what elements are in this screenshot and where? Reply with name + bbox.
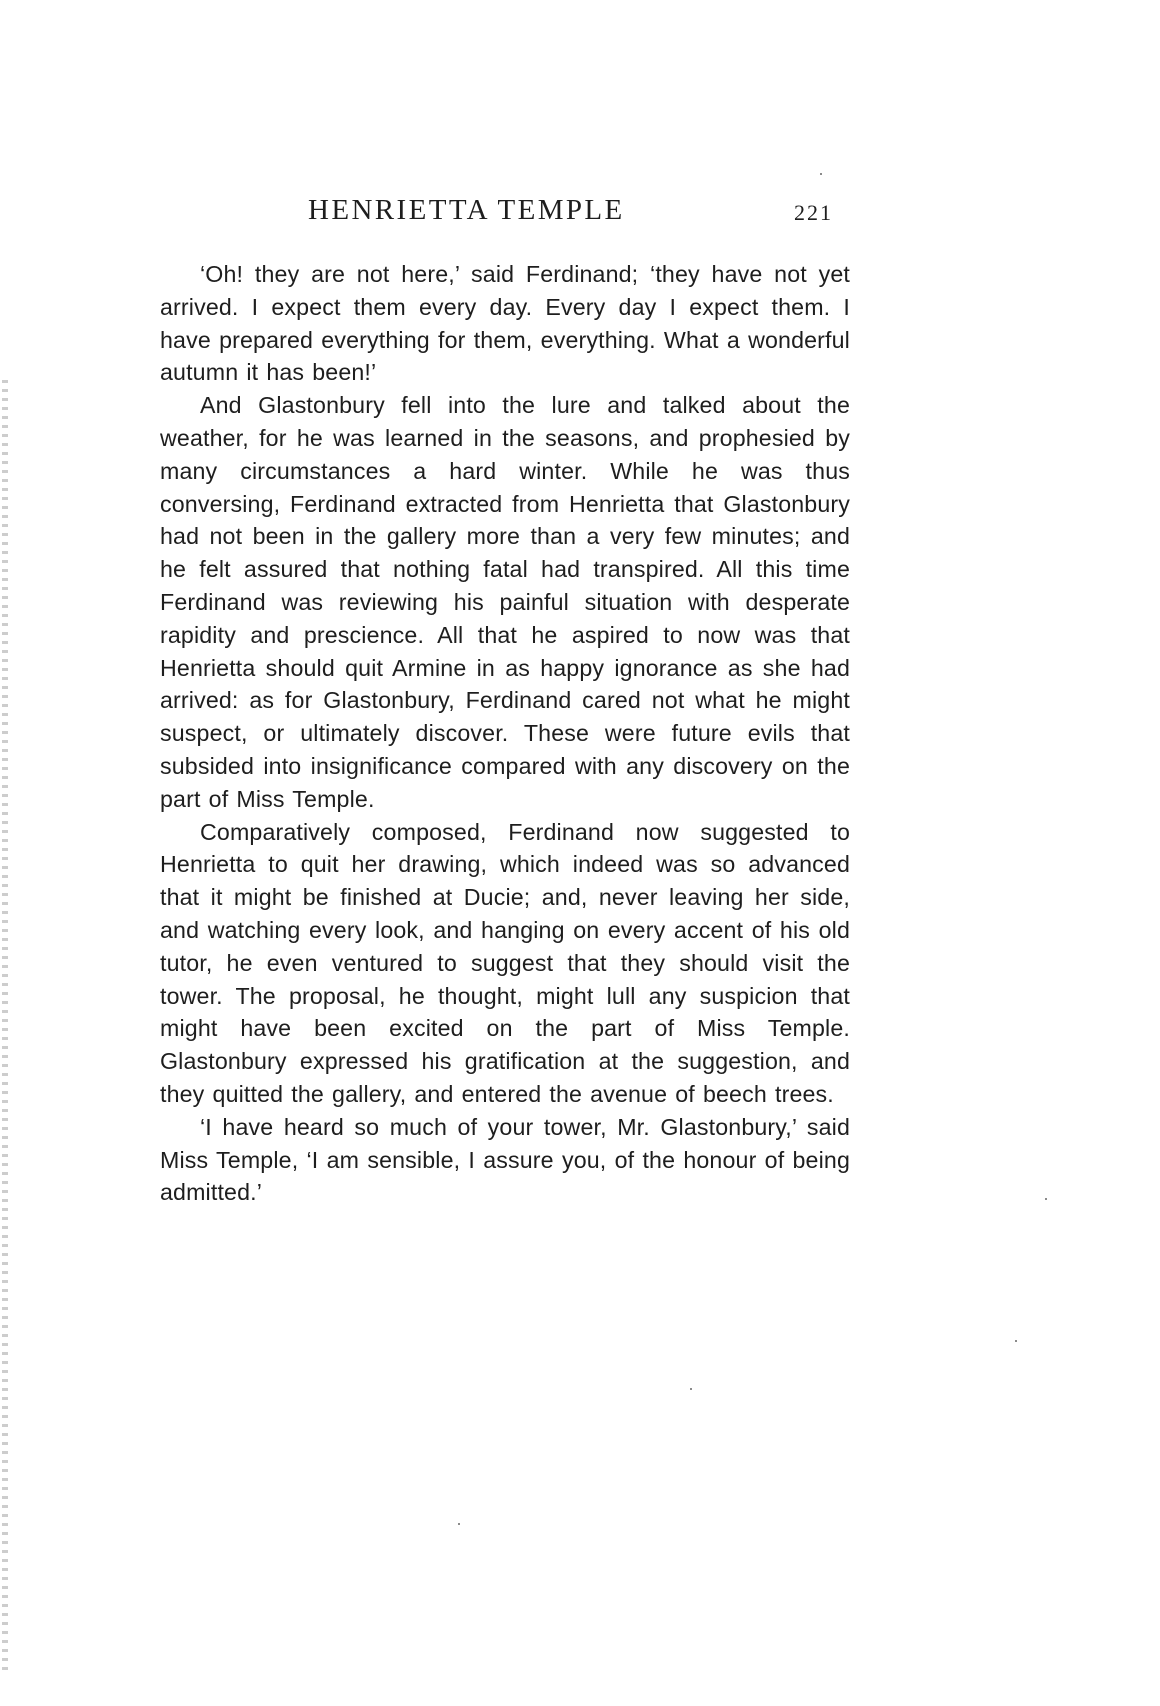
scan-speck — [690, 1388, 692, 1390]
page-number: 221 — [794, 200, 833, 225]
paragraph: And Glastonbury fell into the lure and talked about the weather, for he was learned in the seasons, and prophesied by many circumstances a hard winter. While he was thus conversing, Ferdinand extracted from Henrietta that Glastonbury had not been in the gallery more than a very few minutes; and he felt assured that nothing fatal had transpired. All this time Ferdinand was reviewing his painful situation with desperate rapidity and prescience. All that he aspired to now was that Henrietta should quit Armine in as happy ignorance as she had arrived: as for Glastonbury, Ferdinand cared not what he might suspect, or ultimately discover. These were future evils that subsided into insignificance compared with any discovery on the part of Miss Temple. — [160, 392, 850, 812]
paragraph: ‘Oh! they are not here,’ said Ferdinand; ‘they have not yet arrived. I expect them every day. Every day I expect them. I have prepared everything for them, everything. What a wonderful autumn it has been!’ — [160, 261, 850, 386]
running-title: HENRIETTA TEMPLE — [308, 194, 625, 226]
scan-speck — [820, 173, 822, 175]
scan-speck — [1015, 1340, 1017, 1342]
paragraph: Comparatively composed, Ferdinand now suggested to Henrietta to quit her drawing, which indeed was so advanced that it might be finished at Ducie; and, never leaving her side, and watching every look, and hanging on every accent of his old tutor, he even ventured to suggest that they should visit the tower. The proposal, he thought, might lull any suspicion that might have been excited on the part of Miss Temple. Glastonbury expressed his gratification at the suggestion, and they quitted the gallery, and entered the avenue of beech trees. — [160, 818, 850, 1107]
scan-binding-edge — [2, 380, 8, 1670]
body-text — [160, 258, 850, 1209]
scan-speck — [458, 1523, 460, 1525]
paragraph: ‘I have heard so much of your tower, Mr. Glastonbury,’ said Miss Temple, ‘I am sensible, I assure you, of the honour of being admitted.’ — [160, 1113, 850, 1206]
scan-speck — [1045, 1198, 1047, 1200]
running-header — [0, 190, 1160, 230]
